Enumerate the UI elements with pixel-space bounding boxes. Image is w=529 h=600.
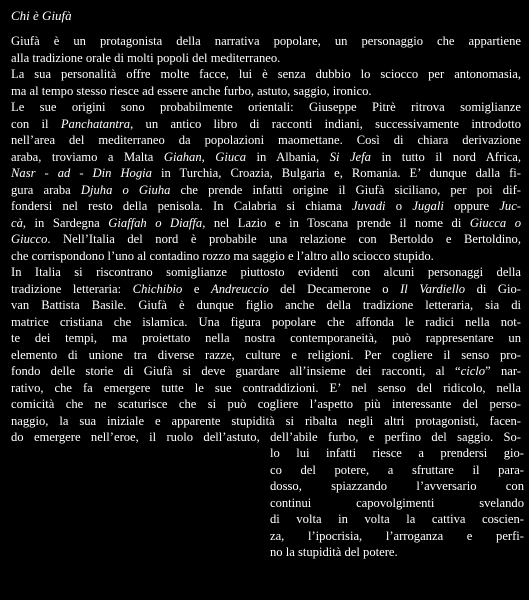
main-text <box>11 33 521 446</box>
text-line: van Battista Basile. Giufà è dunque figlio anche della tradizione letteraria, sia di <box>11 298 521 312</box>
column-text-line: continui capovolgimenti svelando <box>270 495 524 510</box>
text-line: con il Panchatantra, un antico libro di racconti indiani, successivamente introdotto <box>11 116 522 131</box>
text-line: fondo delle storie di Giufà si deve guardare all’insieme dei racconti, al “ciclo” nar- <box>11 364 522 378</box>
page-title: Chi è Giufà <box>11 8 72 23</box>
text-line: che corrispondono l’uno al contadino rozzo ma saggio e l’altro allo sciocco stupido. <box>11 248 434 263</box>
text-line: rativo, che fa emergere tutte le sue contraddizioni. E’ nel senso del ridicolo, nella <box>11 380 521 395</box>
column-text-line: no la stupidità del potere. <box>270 545 398 559</box>
text-line: Nasr - ad - Din Hogia in Turchia, Croazia, Bulgaria e, Romania. E’ dunque dalla fi- <box>11 166 521 180</box>
closing-column-text <box>270 445 524 561</box>
column-text-line: di volta in volta la cattiva coscien- <box>270 512 524 526</box>
text-line: tradizione letteraria: Chichibio e Andreuccio del Decamerone o Il Vardiello di Gio- <box>11 281 521 296</box>
text-line: ma al tempo stesso riesce ad essere anche furbo, astuto, saggio, ironico. <box>11 83 372 98</box>
text-line: La sua personalità offre molte facce, lui è senza dubbio lo sciocco per antonomasia, <box>11 67 521 81</box>
text-line: cà, in Sardegna Giaffah o Diaffa, nel Lazio e in Toscana prende il nome di Giucca o <box>11 215 522 230</box>
text-line: comicità che ne scaturisce che si può cogliere l’aspetto più interessante del perso- <box>11 397 521 411</box>
column-text-line: za, l’ipocrisia, l’arroganza e perfi- <box>270 528 524 543</box>
text-line: Giufà è un protagonista della narrativa popolare, un personaggio che appartiene <box>11 34 521 48</box>
column-text-line: lo lui infatti riesce a prendersi gio- <box>270 446 524 460</box>
text-line: fondersi nel resto della penisola. In Calabria si chiama Juvadi o Jugali oppure Juc- <box>11 199 521 213</box>
text-line: gura araba Djuha o Giuha che prende infatti origine il Giufà siciliano, per poi dif- <box>11 182 521 197</box>
text-line: Le sue origini sono probabilmente orientali: Giuseppe Pitrè ritrova somiglianze <box>11 100 521 114</box>
text-line: alla tradizione orale di molti popoli del mediterraneo. <box>11 50 281 65</box>
column-text-line: co del potere, a sfruttare il para- <box>270 462 524 477</box>
text-line: elemento di unione tra diverse razze, culture e religioni. Per cogliere il senso pro- <box>11 347 521 362</box>
text-line: do emergere nell’eroe, il ruolo dell’astuto, dell’abile furbo, e perfino del saggio. So- <box>11 430 521 444</box>
text-line: naggio, la sua iniziale e apparente stupidità si ribalta negli altri protagonisti, facen- <box>11 413 521 428</box>
text-line: nell’area del mediterraneo da popolazioni maomettane. Così di chiara derivazione <box>11 133 521 147</box>
column-text-line: dosso, spiazzando l’avversario con <box>270 479 524 493</box>
text-line: matrice cristiana che islamica. Una figura popolare che affonda le radici nella not- <box>11 314 521 329</box>
text-line: In Italia si riscontrano somiglianze piuttosto evidenti con alcuni personaggi della <box>11 265 521 279</box>
text-line: te dei tempi, ma proiettato nella nostra contemporaneità, può rappresentare un <box>11 331 521 345</box>
text-line: Giucco. Nell’Italia del nord è probabile una relazione con Bertoldo e Bertoldino, <box>11 232 521 246</box>
text-line: araba, troviamo a Malta Giahan, Giuca in Albania, Si Jefa in tutto il nord Africa, <box>11 149 522 164</box>
